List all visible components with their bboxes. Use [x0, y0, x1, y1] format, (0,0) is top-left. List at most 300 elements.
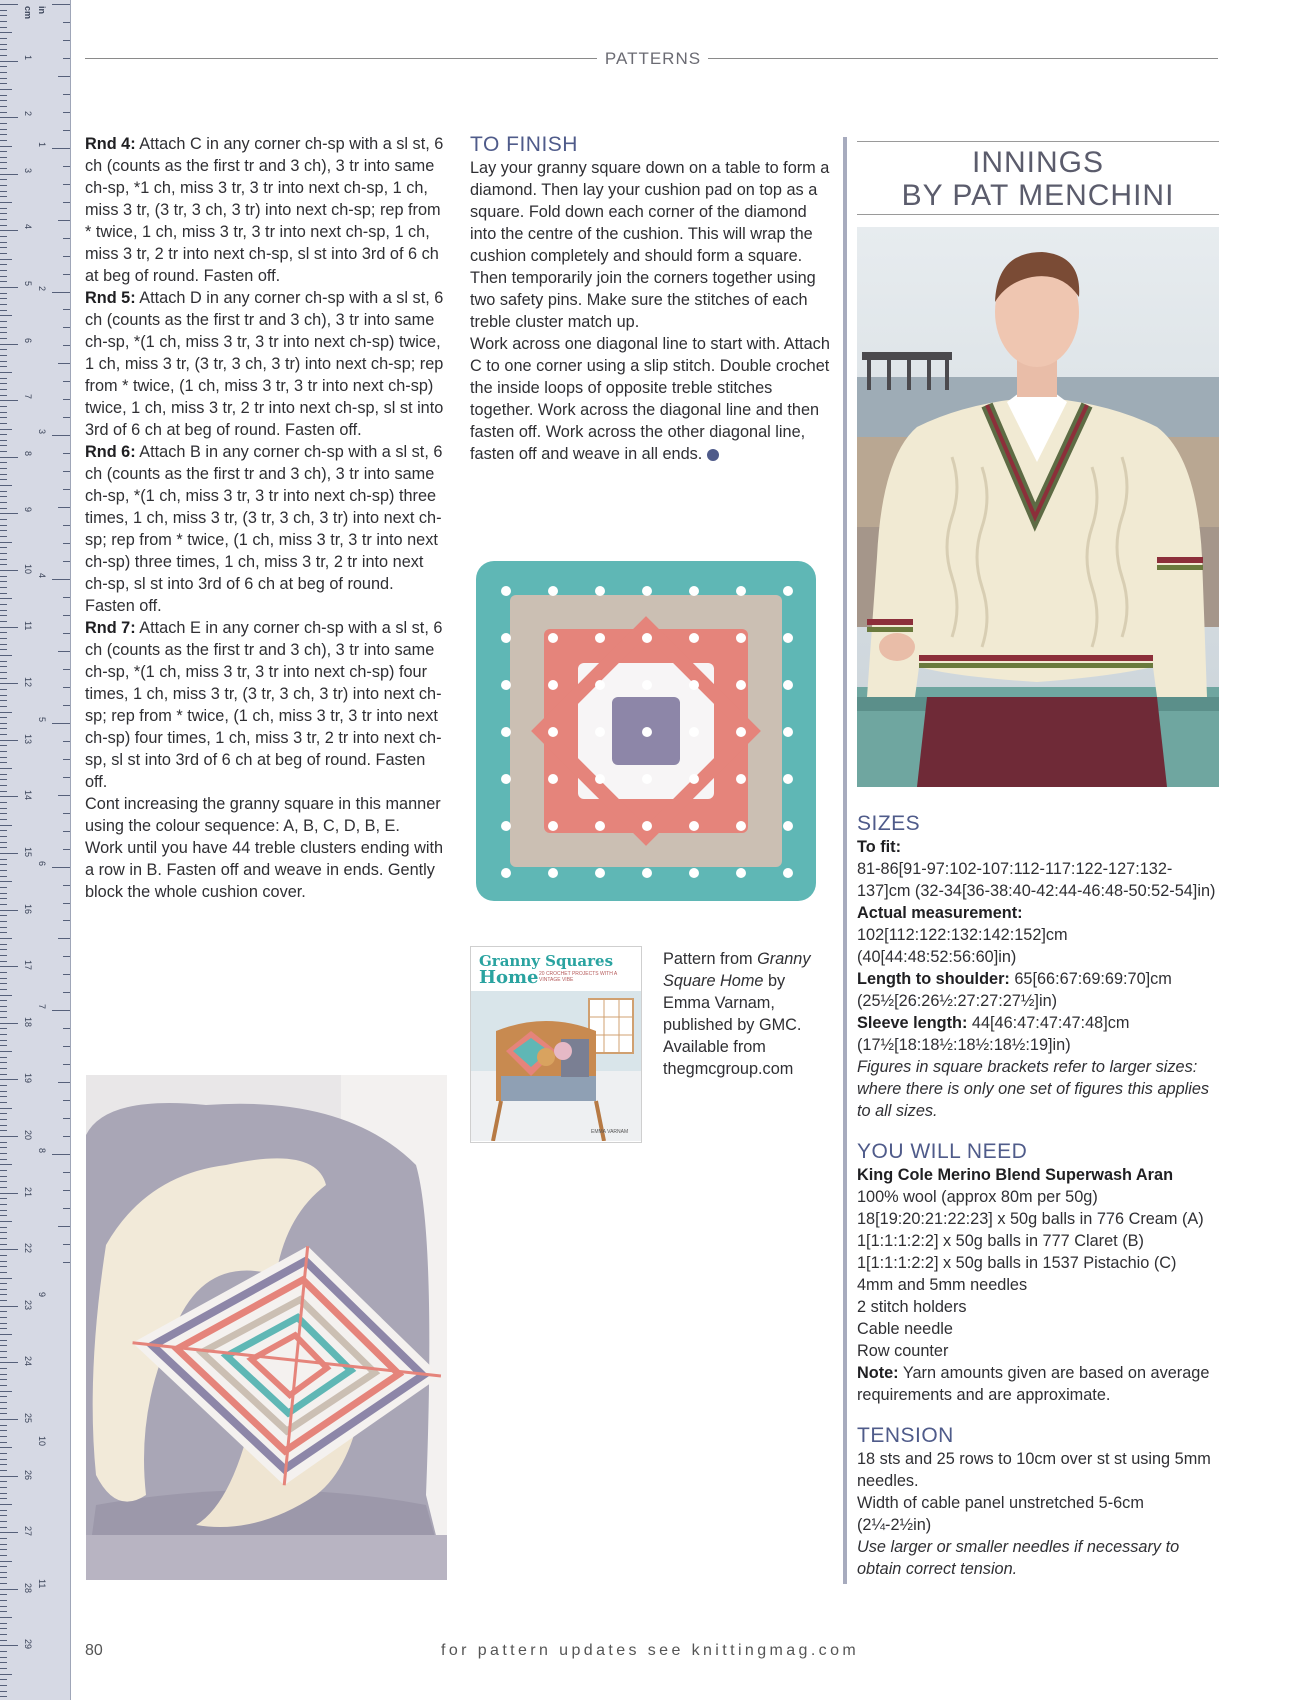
ruler-tick	[0, 338, 7, 339]
ruler-cm-label: 6	[23, 337, 33, 343]
ruler-inch-tick	[52, 292, 70, 293]
ruler-inch-tick	[63, 831, 70, 832]
granny-hole	[548, 586, 558, 596]
ruler-inch-tick	[63, 1100, 70, 1101]
ruler-tick	[0, 610, 7, 611]
ruler-cm-label: 16	[23, 903, 33, 914]
ruler-inch-tick	[63, 669, 70, 670]
ruler-tick	[0, 140, 7, 141]
to-fit-row	[857, 836, 1219, 902]
ruler-inch-tick	[63, 309, 70, 310]
ruler-tick	[0, 281, 7, 282]
ruler-tick	[0, 1374, 7, 1375]
granny-hole	[689, 821, 699, 831]
rnd5-text: Attach D in any corner ch-sp with a sl st, 6 ch (counts as the first tr and 3 ch), 3 tr into same ch-sp, *(1 ch, miss 3 tr, 3 tr into next ch-sp) twice, 1 ch, miss 3 tr, (3 tr, 3 ch, 3 tr) into next ch-sp; rep from * twice, (1 ch, miss 3 tr, 3 tr into next ch-sp) twice, 1 ch, miss 3 tr, 2 tr into next ch-sp, sl st into 3rd of 6 ch at beg of round. Fasten off.	[85, 289, 444, 439]
ruler-tick	[0, 1668, 7, 1669]
ruler-tick	[0, 157, 7, 158]
granny-hole	[783, 868, 793, 878]
ruler-tick	[0, 496, 7, 497]
ruler-tick	[0, 1125, 7, 1126]
ruler-tick	[0, 361, 7, 362]
need-item: 1[1:1:1:2:2] x 50g balls in 1537 Pistachio (C)	[857, 1254, 1177, 1272]
right-column	[857, 812, 1219, 1580]
ruler-cm-label: 15	[23, 847, 33, 858]
ruler-tick	[0, 1594, 7, 1595]
granny-hole	[689, 868, 699, 878]
granny-hole	[642, 727, 652, 737]
ruler-inch-tick	[52, 867, 70, 868]
ruler-tick	[0, 1068, 7, 1069]
ruler-tick	[0, 287, 18, 288]
granny-hole	[501, 727, 511, 737]
end-bullet-icon	[707, 449, 719, 461]
ruler-tick	[0, 1600, 7, 1601]
ruler-tick	[0, 1493, 7, 1494]
ruler-inch-tick	[63, 903, 70, 904]
rnd7-text: Attach E in any corner ch-sp with a sl st, 6 ch (counts as the first tr and 3 ch), 3 tr into same ch-sp, *(1 ch, miss 3 tr, 3 tr into next ch-sp) four times, 1 ch, miss 3 tr, (3 tr, 3 ch, 3 tr) into next ch-sp; rep from * twice, (1 ch, miss 3 tr, 3 tr into next ch-sp) four times, 1 ch, miss 3 tr, 2 tr into next ch-sp, sl st into 3rd of 6 ch at beg of round. Fasten off.	[85, 619, 443, 791]
granny-hole	[783, 586, 793, 596]
granny-hole	[689, 680, 699, 690]
granny-hole	[783, 680, 793, 690]
ruler-tick	[0, 1034, 7, 1035]
actual-value: 102[112:122:132:142:152]cm (40[44:48:52:56:60]in)	[857, 926, 1068, 966]
ruler-inch-tick	[63, 1046, 70, 1047]
ruler-inch-tick	[63, 561, 70, 562]
ruler-tick	[0, 134, 7, 135]
ruler-tick	[0, 72, 7, 73]
ruler-cm-label: 14	[23, 790, 33, 801]
ruler-tick	[0, 1385, 7, 1386]
ruler-tick	[0, 932, 7, 933]
column-divider	[843, 137, 847, 1584]
sleeve-label: Sleeve length:	[857, 1014, 968, 1032]
ruler-cm-label: 11	[23, 620, 33, 630]
ruler-inch-tick	[63, 345, 70, 346]
ruler-tick	[0, 1102, 7, 1103]
yarn-name	[857, 1164, 1219, 1186]
ruler-inch-tick	[58, 1082, 70, 1083]
ruler-tick	[0, 1368, 7, 1369]
ruler-tick	[0, 1617, 12, 1618]
ruler-tick	[0, 332, 7, 333]
ruler-inch-tick	[63, 381, 70, 382]
pattern-title-box	[857, 141, 1219, 215]
ruler-tick	[0, 1040, 7, 1041]
ruler-inch-tick	[58, 220, 70, 221]
granny-hole	[736, 821, 746, 831]
ruler-tick	[0, 1679, 7, 1680]
ruler-tick	[0, 1651, 7, 1652]
ruler-cm-label: 24	[23, 1356, 33, 1367]
ruler-tick	[0, 1062, 7, 1063]
ruler-tick	[0, 1628, 7, 1629]
ruler-cm-label: 23	[23, 1299, 33, 1310]
ruler-tick	[0, 995, 12, 996]
ruler-cm-label: 2	[23, 111, 33, 117]
ruler-tick	[0, 1430, 7, 1431]
ruler-tick	[0, 213, 7, 214]
ruler-tick	[0, 1357, 7, 1358]
tension-line-3	[857, 1536, 1219, 1580]
ruler-tick	[0, 225, 7, 226]
ruler-inch-tick	[63, 274, 70, 275]
ruler-inch-tick	[63, 885, 70, 886]
ruler-tick	[0, 938, 12, 939]
book-cover-illustration	[471, 991, 641, 1141]
ruler-tick	[0, 298, 7, 299]
ruler-in-label: 11	[37, 1579, 47, 1589]
ruler-tick	[0, 757, 7, 758]
ruler-tick	[0, 423, 7, 424]
ruler-inch-tick	[63, 920, 70, 921]
granny-hole	[595, 586, 605, 596]
ruler-tick	[0, 1255, 7, 1256]
ruler-tick	[0, 355, 7, 356]
ruler-tick	[0, 1419, 18, 1420]
ruler-inch-tick	[63, 58, 70, 59]
ruler-tick	[0, 395, 7, 396]
ruler-tick	[0, 836, 7, 837]
ruler-tick	[0, 825, 12, 826]
ruler-tick	[0, 1685, 7, 1686]
ruler-inch-tick	[63, 327, 70, 328]
ruler-tick	[0, 802, 7, 803]
ruler-tick	[0, 1085, 7, 1086]
granny-hole	[642, 868, 652, 878]
ruler-tick	[0, 1238, 7, 1239]
need-item: 18[19:20:21:22:23] x 50g balls in 776 Cream (A)	[857, 1210, 1204, 1228]
granny-hole	[548, 633, 558, 643]
ruler-tick	[0, 638, 7, 639]
ruler-tick	[0, 162, 7, 163]
ruler-tick	[0, 1396, 7, 1397]
ruler-tick	[0, 1498, 7, 1499]
ruler	[0, 0, 71, 1700]
header-rule-right	[708, 58, 1218, 59]
granny-hole	[501, 774, 511, 784]
ruler-cm-label: 22	[23, 1243, 33, 1254]
ruler-tick	[0, 525, 7, 526]
ruler-cm-label: 20	[23, 1130, 33, 1141]
ruler-inch-tick	[52, 4, 70, 5]
ruler-tick	[0, 151, 7, 152]
ruler-tick	[0, 1266, 7, 1267]
ruler-tick	[0, 1696, 7, 1697]
credit-pre: Pattern from	[663, 950, 758, 968]
finish-paragraph-1: Lay your granny square down on a table to form a diamond. Then lay your cushion pad on top as a square. Fold down each corner of the diamond into the centre of the cushion. This will wrap the cushion completely and should form a square. Then temporarily join the corners together using two safety pins. Make sure the stitches of each treble cluster match up.	[470, 159, 830, 331]
ruler-tick	[0, 474, 7, 475]
ruler-tick	[0, 1006, 7, 1007]
ruler-tick	[0, 1549, 7, 1550]
ruler-tick	[0, 530, 7, 531]
granny-hole	[548, 821, 558, 831]
ruler-tick	[0, 655, 12, 656]
to-fit-value: 81-86[91-97:102-107:112-117:122-127:132-137]cm (32-34[36-38:40-42:44-46:48-50:52-54]in)	[857, 860, 1216, 900]
ruler-tick	[0, 502, 7, 503]
cushion-photo	[86, 1075, 447, 1580]
work-paragraph: Work until you have 44 treble clusters ending with a row in B. Fasten off and weave in ends. Gently block the whole cushion cover.	[85, 839, 444, 901]
ruler-tick	[0, 55, 7, 56]
ruler-tick	[0, 66, 7, 67]
ruler-tick	[0, 1119, 7, 1120]
ruler-tick	[0, 1198, 7, 1199]
granny-hole	[595, 868, 605, 878]
ruler-in-label: 2	[37, 285, 47, 291]
book-cover-author: EMMA VARNAM	[591, 1129, 629, 1135]
ruler-inch-tick	[63, 166, 70, 167]
sweater-photo-illustration	[857, 227, 1219, 787]
granny-hole	[689, 727, 699, 737]
ruler-tick	[0, 1645, 18, 1646]
ruler-tick	[0, 1283, 7, 1284]
ruler-tick	[0, 847, 7, 848]
ruler-tick	[0, 615, 7, 616]
ruler-tick	[0, 564, 7, 565]
rnd6-text: Attach B in any corner ch-sp with a sl st, 6 ch (counts as the first tr and 3 ch), 3 tr into same ch-sp, *(1 ch, miss 3 tr, 3 tr into next ch-sp) three times, 1 ch, miss 3 tr, (3 tr, 3 ch, 3 tr) into next ch-sp; rep from * twice, (1 ch, miss 3 tr, 3 tr into next ch-sp) three times, 1 ch, miss 3 tr, 2 tr into next ch-sp, sl st into 3rd of 6 ch at beg of round. Fasten off.	[85, 443, 443, 615]
ruler-tick	[0, 315, 12, 316]
ruler-unit-cm: cm	[23, 6, 33, 20]
ruler-inch-tick	[52, 1010, 70, 1011]
tension-heading: TENSION	[857, 1424, 954, 1447]
granny-hole	[595, 727, 605, 737]
to-finish-heading: TO FINISH	[470, 133, 578, 156]
ruler-tick	[0, 808, 7, 809]
ruler-tick	[0, 1481, 7, 1482]
book-credit	[663, 948, 833, 1080]
granny-square-illustration	[468, 553, 825, 913]
ruler-tick	[0, 1147, 7, 1148]
ruler-tick	[0, 1662, 7, 1663]
granny-hole	[501, 821, 511, 831]
ruler-tick	[0, 191, 7, 192]
ruler-tick	[0, 106, 7, 107]
need-item: 2 stitch holders	[857, 1298, 967, 1316]
granny-hole	[548, 727, 558, 737]
ruler-tick	[0, 1504, 12, 1505]
granny-hole	[595, 633, 605, 643]
ruler-tick	[0, 349, 7, 350]
ruler-cm-label: 13	[23, 733, 33, 744]
ruler-tick	[0, 649, 7, 650]
ruler-tick	[0, 1566, 7, 1567]
ruler-tick	[0, 457, 18, 458]
ruler-tick	[0, 61, 18, 62]
sizes-note-text: Figures in square brackets refer to larger sizes: where there is only one set of figures this applies to all sizes.	[857, 1058, 1210, 1120]
ruler-tick	[0, 123, 7, 124]
granny-hole	[783, 633, 793, 643]
ruler-tick	[0, 1408, 7, 1409]
tension-line-2: Width of cable panel unstretched 5-6cm (2¼-2½in)	[857, 1494, 1144, 1534]
ruler-tick	[0, 876, 7, 877]
granny-hole	[736, 774, 746, 784]
ruler-tick	[0, 587, 7, 588]
ruler-tick	[0, 1436, 7, 1437]
ruler-tick	[0, 927, 7, 928]
ruler-cm-label: 25	[23, 1413, 33, 1424]
ruler-tick	[0, 1640, 7, 1641]
granny-hole	[595, 821, 605, 831]
ruler-tick	[0, 129, 7, 130]
ruler-tick	[0, 1221, 12, 1222]
granny-hole	[501, 868, 511, 878]
ruler-tick	[0, 1345, 7, 1346]
ruler-tick	[0, 1521, 7, 1522]
ruler-inch-tick	[63, 184, 70, 185]
header-rule-left	[85, 58, 597, 59]
rnd5-paragraph	[85, 287, 447, 441]
ruler-tick	[0, 1176, 7, 1177]
ruler-cm-label: 9	[23, 507, 33, 513]
ruler-tick	[0, 304, 7, 305]
ruler-inch-tick	[63, 1064, 70, 1065]
ruler-tick	[0, 417, 7, 418]
ruler-tick	[0, 1623, 7, 1624]
ruler-tick	[0, 78, 7, 79]
ruler-tick	[0, 1017, 7, 1018]
ruler-inch-tick	[52, 435, 70, 436]
ruler-tick	[0, 230, 18, 231]
ruler-inch-tick	[63, 1244, 70, 1245]
actual-row	[857, 902, 1219, 968]
ruler-tick	[0, 179, 7, 180]
ruler-tick	[0, 372, 12, 373]
ruler-tick	[0, 1300, 7, 1301]
ruler-in-label: 10	[37, 1435, 47, 1446]
ruler-tick	[0, 27, 7, 28]
ruler-tick	[0, 1074, 7, 1075]
ruler-in-label: 6	[37, 860, 47, 866]
ruler-tick	[0, 723, 7, 724]
ruler-tick	[0, 513, 18, 514]
ruler-tick	[0, 412, 7, 413]
ruler-tick	[0, 479, 7, 480]
ruler-tick	[0, 445, 7, 446]
ruler-tick	[0, 1391, 12, 1392]
tension-line-1: 18 sts and 25 rows to 10cm over st st using 5mm needles.	[857, 1450, 1211, 1490]
footer-text: for pattern updates see knittingmag.com	[441, 1642, 860, 1659]
ruler-in-label: 7	[37, 1004, 47, 1010]
yarn-name-text: King Cole Merino Blend Superwash Aran	[857, 1166, 1174, 1184]
ruler-tick	[0, 695, 7, 696]
ruler-tick	[0, 1362, 18, 1363]
ruler-in-label: 3	[37, 429, 47, 435]
ruler-tick	[0, 881, 12, 882]
ruler-tick	[0, 632, 7, 633]
tension-line-3-text: Use larger or smaller needles if necessary to obtain correct tension.	[857, 1538, 1180, 1578]
granny-hole	[595, 774, 605, 784]
ruler-inch-tick	[58, 651, 70, 652]
ruler-tick	[0, 1538, 7, 1539]
ruler-tick	[0, 1323, 7, 1324]
ruler-tick	[0, 1079, 18, 1080]
ruler-tick	[0, 734, 7, 735]
ruler-tick	[0, 1561, 12, 1562]
section-label: PATTERNS	[604, 49, 702, 68]
ruler-tick	[0, 955, 7, 956]
ruler-tick	[0, 406, 7, 407]
need-heading: YOU WILL NEED	[857, 1140, 1028, 1163]
ruler-tick	[0, 1487, 7, 1488]
need-item: Cable needle	[857, 1320, 953, 1338]
ruler-inch-tick	[58, 507, 70, 508]
rnd4-paragraph	[85, 133, 447, 287]
granny-hole	[783, 774, 793, 784]
granny-hole	[548, 868, 558, 878]
ruler-inch-tick	[63, 22, 70, 23]
ruler-tick	[0, 1328, 7, 1329]
granny-hole	[548, 774, 558, 784]
ruler-tick	[0, 740, 18, 741]
ruler-tick	[0, 576, 7, 577]
sizes-heading: SIZES	[857, 812, 921, 835]
ruler-inch-tick	[63, 597, 70, 598]
ruler-tick	[0, 1215, 7, 1216]
ruler-in-label: 1	[37, 141, 47, 147]
ruler-tick	[0, 44, 7, 45]
ruler-in-label: 8	[37, 1148, 47, 1154]
ruler-tick	[0, 1476, 18, 1477]
ruler-tick	[0, 10, 7, 11]
ruler-tick	[0, 83, 7, 84]
ruler-tick	[0, 553, 7, 554]
ruler-tick	[0, 1045, 7, 1046]
ruler-tick	[0, 21, 7, 22]
ruler-tick	[0, 1634, 7, 1635]
granny-hole	[501, 680, 511, 690]
ruler-tick	[0, 1413, 7, 1414]
ruler-inch-tick	[52, 579, 70, 580]
ruler-inch-tick	[63, 849, 70, 850]
ruler-tick	[0, 791, 7, 792]
ruler-tick	[0, 1227, 7, 1228]
ruler-tick	[0, 1691, 7, 1692]
length-label: Length to shoulder:	[857, 970, 1010, 988]
ruler-tick	[0, 1453, 7, 1454]
ruler-tick	[0, 434, 7, 435]
ruler-tick	[0, 983, 7, 984]
ruler-inch-tick	[63, 687, 70, 688]
ruler-tick	[0, 678, 7, 679]
ruler-inch-tick	[63, 1172, 70, 1173]
ruler-cm-label: 3	[23, 167, 33, 173]
ruler-tick	[0, 1108, 12, 1109]
ruler-tick	[0, 508, 7, 509]
ruler-tick	[0, 259, 12, 260]
credit-post: by Emma Varnam, published by GMC. Available from thegmcgroup.com	[663, 972, 802, 1078]
finish-paragraph-2-text: Work across one diagonal line to start with. Attach C to one corner using a slip stitch. Double crochet the inside loops of opposite treble stitches together. Work across the diagonal line and then fasten off. Work across the other diagonal line, fasten off and weave in all ends.	[470, 335, 830, 463]
ruler-inch-tick	[63, 741, 70, 742]
ruler-tick	[0, 870, 7, 871]
finish-paragraph-2	[470, 333, 835, 465]
ruler-tick	[0, 785, 7, 786]
ruler-tick	[0, 796, 18, 797]
ruler-tick	[0, 1544, 7, 1545]
length-row	[857, 968, 1219, 1012]
ruler-tick	[0, 1272, 7, 1273]
ruler-tick	[0, 440, 7, 441]
ruler-tick	[0, 1289, 7, 1290]
ruler-inch-tick	[63, 1136, 70, 1137]
ruler-tick	[0, 966, 18, 967]
ruler-inch-tick	[58, 363, 70, 364]
ruler-inch-tick	[58, 795, 70, 796]
ruler-tick	[0, 38, 7, 39]
ruler-tick	[0, 593, 7, 594]
rnd4-text: Attach C in any corner ch-sp with a sl st, 6 ch (counts as the first tr and 3 ch), 3 tr into same ch-sp, *1 ch, miss 3 tr, 3 tr into next ch-sp, 1 ch, miss 3 tr, (3 tr, 3 ch, 3 tr) into next ch-sp; rep from * twice, 1 ch, miss 3 tr, 3 tr into next ch-sp, 1 ch, miss 3 tr, 2 tr into next ch-sp, sl st into 3rd of 6 ch at beg of round. Fasten off.	[85, 135, 444, 285]
ruler-inch-tick	[63, 130, 70, 131]
ruler-tick	[0, 378, 7, 379]
ruler-in-label: 9	[37, 1291, 47, 1297]
